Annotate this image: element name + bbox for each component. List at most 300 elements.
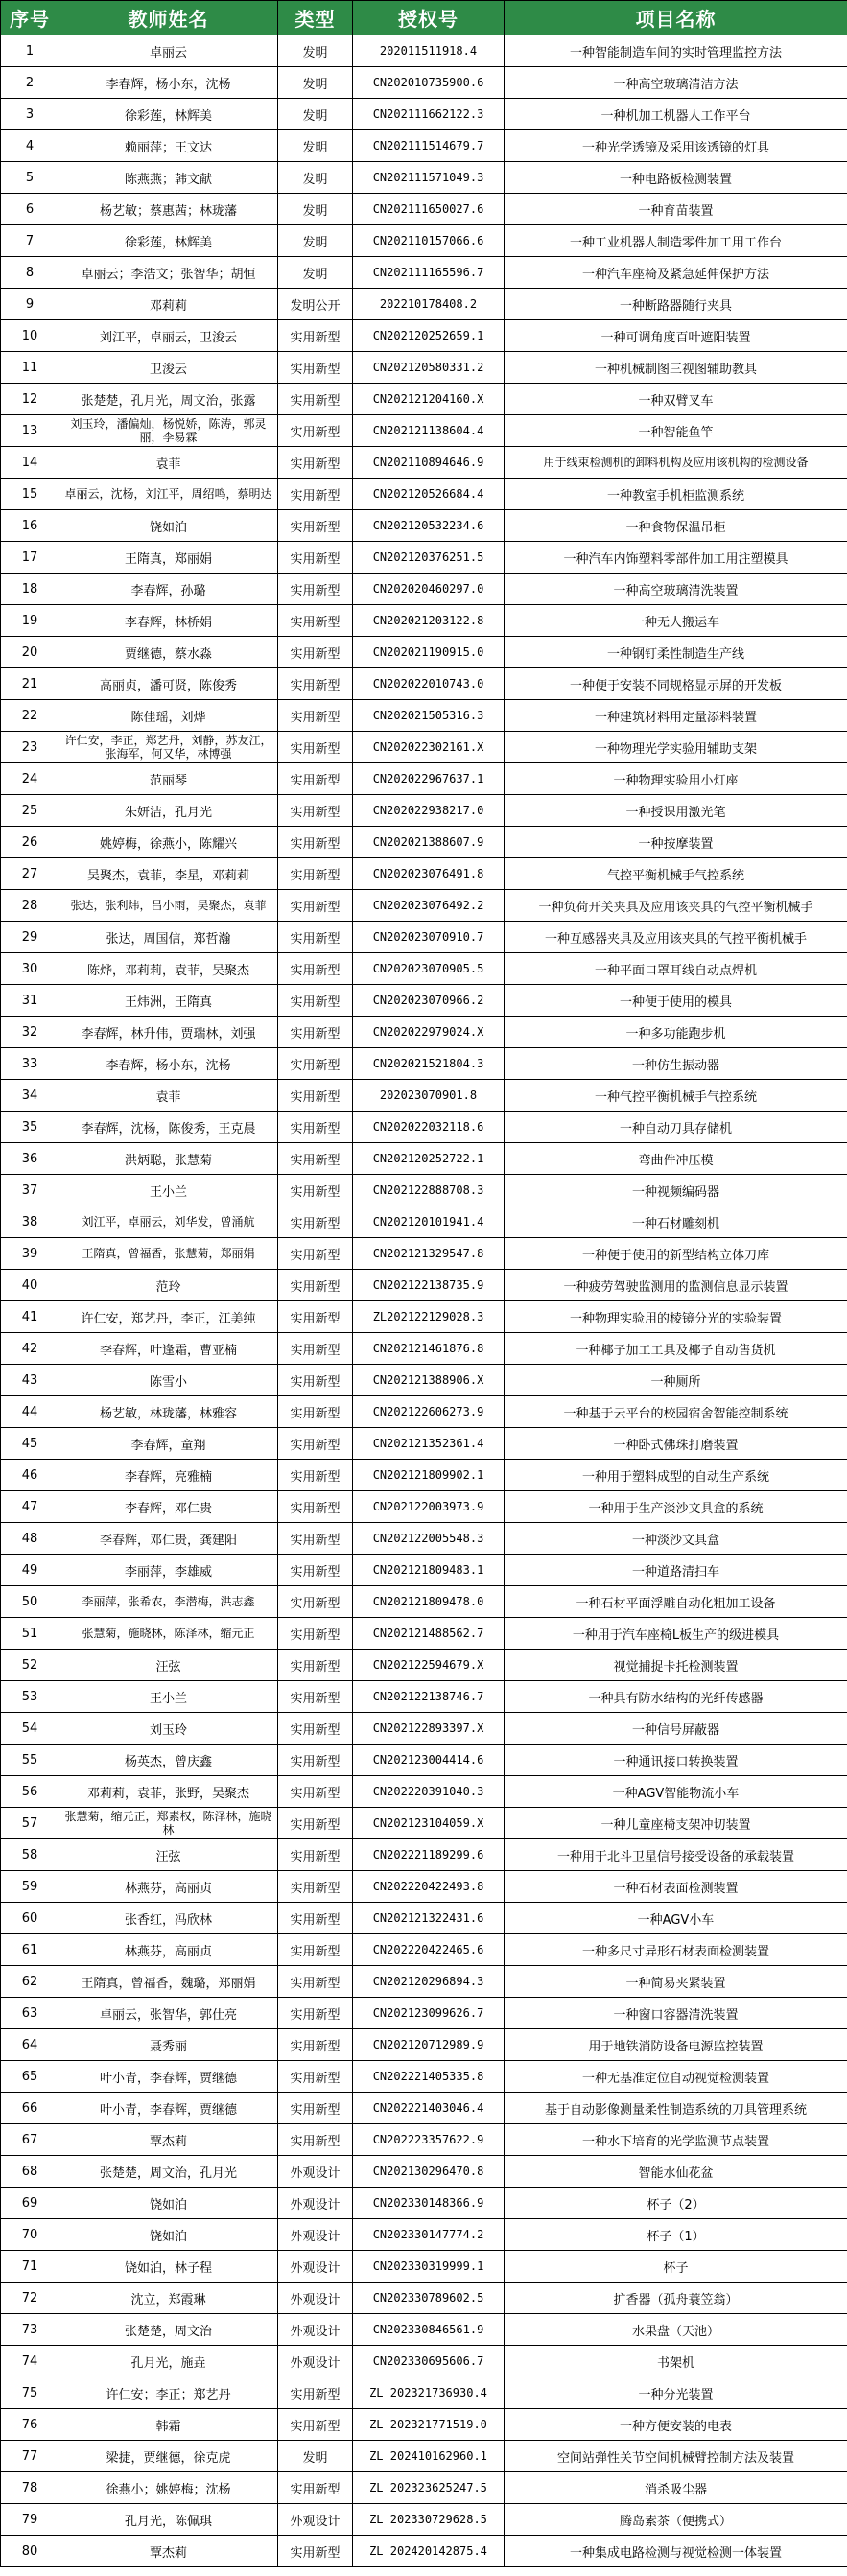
table-row xyxy=(1,2283,847,2314)
cell-type: 实用新型 xyxy=(278,732,353,763)
cell-authorization-number: CN202121809478.0 xyxy=(353,1586,505,1618)
table-row xyxy=(1,1301,847,1333)
cell-index: 4 xyxy=(1,130,59,162)
cell-authorization-number: CN202022032118.6 xyxy=(353,1112,505,1143)
table-row xyxy=(1,1017,847,1048)
table-row xyxy=(1,1333,847,1365)
cell-type: 实用新型 xyxy=(278,1871,353,1903)
cell-index: 8 xyxy=(1,257,59,289)
cell-index: 77 xyxy=(1,2441,59,2472)
cell-teacher-name: 范丽琴 xyxy=(59,763,278,795)
cell-authorization-number: CN202110157066.6 xyxy=(353,225,505,257)
table-row xyxy=(1,447,847,479)
table-row xyxy=(1,574,847,605)
cell-index: 17 xyxy=(1,542,59,574)
cell-type: 实用新型 xyxy=(278,479,353,510)
table-row xyxy=(1,35,847,67)
cell-authorization-number: CN202122888708.3 xyxy=(353,1175,505,1206)
cell-type: 实用新型 xyxy=(278,2124,353,2156)
cell-teacher-name: 徐彩莲，林辉美 xyxy=(59,99,278,130)
cell-project-name: 一种食物保温吊柜 xyxy=(505,510,847,542)
cell-authorization-number: CN202121329547.8 xyxy=(353,1238,505,1270)
cell-teacher-name: 覃杰莉 xyxy=(59,2124,278,2156)
table-row xyxy=(1,858,847,890)
cell-type: 实用新型 xyxy=(278,1048,353,1080)
cell-type: 实用新型 xyxy=(278,1618,353,1650)
cell-index: 53 xyxy=(1,1681,59,1713)
cell-type: 实用新型 xyxy=(278,1428,353,1460)
table-row xyxy=(1,2346,847,2377)
cell-project-name: 一种用于北斗卫星信号接受设备的承载装置 xyxy=(505,1839,847,1871)
cell-authorization-number: CN202123099626.7 xyxy=(353,1998,505,2029)
table-row xyxy=(1,1776,847,1808)
cell-project-name: 一种按摩装置 xyxy=(505,827,847,858)
cell-authorization-number: CN202010735900.6 xyxy=(353,67,505,99)
cell-type: 实用新型 xyxy=(278,1017,353,1048)
cell-type: 外观设计 xyxy=(278,2346,353,2377)
cell-index: 23 xyxy=(1,732,59,763)
cell-type: 实用新型 xyxy=(278,953,353,985)
cell-authorization-number: CN202221189299.6 xyxy=(353,1839,505,1871)
cell-index: 39 xyxy=(1,1238,59,1270)
cell-authorization-number: CN202021388607.9 xyxy=(353,827,505,858)
cell-project-name: 一种物理实验用的棱镜分光的实验装置 xyxy=(505,1301,847,1333)
cell-index: 70 xyxy=(1,2219,59,2251)
cell-authorization-number: CN202121809902.1 xyxy=(353,1460,505,1491)
table-row xyxy=(1,1745,847,1776)
cell-project-name: 杯子 xyxy=(505,2251,847,2283)
cell-teacher-name: 高丽贞，潘可贤，陈俊秀 xyxy=(59,668,278,700)
cell-project-name: 一种分光装置 xyxy=(505,2377,847,2409)
cell-project-name: 用于地铁消防设备电源监控装置 xyxy=(505,2029,847,2061)
cell-authorization-number: ZL202122129028.3 xyxy=(353,1301,505,1333)
cell-teacher-name: 王小兰 xyxy=(59,1175,278,1206)
cell-type: 实用新型 xyxy=(278,415,353,447)
cell-project-name: 一种多功能跑步机 xyxy=(505,1017,847,1048)
table-row xyxy=(1,1713,847,1745)
cell-type: 外观设计 xyxy=(278,2219,353,2251)
table-row xyxy=(1,1555,847,1586)
cell-project-name: 一种互感器夹具及应用该夹具的气控平衡机械手 xyxy=(505,922,847,953)
table-row xyxy=(1,795,847,827)
cell-type: 发明公开 xyxy=(278,289,353,320)
cell-teacher-name: 李春辉，亮雅楠 xyxy=(59,1460,278,1491)
cell-index: 6 xyxy=(1,194,59,225)
table-row xyxy=(1,479,847,510)
cell-teacher-name: 刘玉玲 xyxy=(59,1713,278,1745)
cell-type: 实用新型 xyxy=(278,1808,353,1839)
cell-index: 60 xyxy=(1,1903,59,1934)
cell-teacher-name: 许仁安；李正；郑艺丹 xyxy=(59,2377,278,2409)
cell-authorization-number: CN202121204160.X xyxy=(353,384,505,415)
cell-teacher-name: 张慧菊，缩元正，郑素权，陈泽林，施晓林 xyxy=(59,1808,278,1839)
table-row xyxy=(1,510,847,542)
cell-project-name: 一种便于安装不同规格显示屏的开发板 xyxy=(505,668,847,700)
cell-project-name: 一种石材雕刻机 xyxy=(505,1206,847,1238)
cell-authorization-number: CN202120532234.6 xyxy=(353,510,505,542)
cell-authorization-number: CN202110894646.9 xyxy=(353,447,505,479)
cell-index: 52 xyxy=(1,1650,59,1681)
table-row xyxy=(1,2314,847,2346)
cell-project-name: 一种用于汽车座椅L板生产的级进模具 xyxy=(505,1618,847,1650)
cell-type: 实用新型 xyxy=(278,1365,353,1396)
cell-authorization-number: CN202122893397.X xyxy=(353,1713,505,1745)
cell-teacher-name: 卓丽云；李浩文；张智华；胡恒 xyxy=(59,257,278,289)
cell-type: 实用新型 xyxy=(278,827,353,858)
cell-index: 38 xyxy=(1,1206,59,1238)
cell-authorization-number: CN202111165596.7 xyxy=(353,257,505,289)
table-row xyxy=(1,1998,847,2029)
table-row xyxy=(1,827,847,858)
cell-type: 实用新型 xyxy=(278,1681,353,1713)
cell-authorization-number: CN202122005548.3 xyxy=(353,1523,505,1555)
table-row xyxy=(1,1080,847,1112)
cell-project-name: 水果盘（天池） xyxy=(505,2314,847,2346)
cell-project-name: 一种平面口罩耳线自动点焊机 xyxy=(505,953,847,985)
cell-index: 9 xyxy=(1,289,59,320)
cell-type: 实用新型 xyxy=(278,1903,353,1934)
table-row xyxy=(1,1966,847,1998)
table-row xyxy=(1,1238,847,1270)
cell-index: 13 xyxy=(1,415,59,447)
cell-type: 发明 xyxy=(278,99,353,130)
cell-index: 20 xyxy=(1,637,59,668)
cell-type: 实用新型 xyxy=(278,763,353,795)
cell-project-name: 一种断路器随行夹具 xyxy=(505,289,847,320)
cell-project-name: 扩香器（孤舟蓑笠翁） xyxy=(505,2283,847,2314)
table-row xyxy=(1,289,847,320)
cell-teacher-name: 张楚楚，孔月光，周文治，张露 xyxy=(59,384,278,415)
cell-teacher-name: 李春辉，叶逢霜，曹亚楠 xyxy=(59,1333,278,1365)
cell-teacher-name: 李春辉，童翔 xyxy=(59,1428,278,1460)
cell-project-name: 视觉捕捉卡托检测装置 xyxy=(505,1650,847,1681)
cell-teacher-name: 朱妍洁，孔月光 xyxy=(59,795,278,827)
cell-index: 62 xyxy=(1,1966,59,1998)
cell-type: 实用新型 xyxy=(278,1555,353,1586)
cell-teacher-name: 杨艺敏；蔡惠茜；林珑藩 xyxy=(59,194,278,225)
table-row xyxy=(1,1618,847,1650)
table-row xyxy=(1,1428,847,1460)
table-row xyxy=(1,2124,847,2156)
cell-teacher-name: 李丽萍，张希农，李潜梅，洪志鑫 xyxy=(59,1586,278,1618)
cell-project-name: 用于线束检测机的卸料机构及应用该机构的检测设备 xyxy=(505,447,847,479)
cell-project-name: 一种儿童座椅支架冲切装置 xyxy=(505,1808,847,1839)
cell-teacher-name: 王隋真，郑丽娟 xyxy=(59,542,278,574)
cell-authorization-number: CN202330147774.2 xyxy=(353,2219,505,2251)
cell-index: 11 xyxy=(1,352,59,384)
cell-type: 实用新型 xyxy=(278,1143,353,1175)
cell-type: 实用新型 xyxy=(278,637,353,668)
cell-authorization-number: CN202023070966.2 xyxy=(353,985,505,1017)
cell-teacher-name: 贾继德，蔡水淼 xyxy=(59,637,278,668)
table-row xyxy=(1,352,847,384)
cell-authorization-number: CN202021203122.8 xyxy=(353,605,505,637)
table-row xyxy=(1,2061,847,2093)
cell-authorization-number: CN202123004414.6 xyxy=(353,1745,505,1776)
cell-type: 实用新型 xyxy=(278,352,353,384)
cell-type: 实用新型 xyxy=(278,795,353,827)
cell-project-name: 一种仿生振动器 xyxy=(505,1048,847,1080)
cell-teacher-name: 杨艺敏，林珑藩，林雅容 xyxy=(59,1396,278,1428)
table-row xyxy=(1,985,847,1017)
cell-teacher-name: 陈佳瑶，刘烨 xyxy=(59,700,278,732)
table-row xyxy=(1,1871,847,1903)
cell-teacher-name: 沈立，郑霞琳 xyxy=(59,2283,278,2314)
header-type: 类型 xyxy=(278,1,353,35)
table-row xyxy=(1,162,847,194)
table-row xyxy=(1,130,847,162)
cell-index: 76 xyxy=(1,2409,59,2441)
cell-teacher-name: 李春辉，杨小东，沈杨 xyxy=(59,67,278,99)
cell-teacher-name: 许仁安，郑艺丹，李正，江美纯 xyxy=(59,1301,278,1333)
cell-authorization-number: ZL 202323625247.5 xyxy=(353,2472,505,2504)
cell-authorization-number: CN202021521804.3 xyxy=(353,1048,505,1080)
cell-type: 实用新型 xyxy=(278,922,353,953)
cell-teacher-name: 王隋真，曾福香，魏璐，郑丽娟 xyxy=(59,1966,278,1998)
cell-teacher-name: 李春辉，邓仁贵，龚建阳 xyxy=(59,1523,278,1555)
cell-teacher-name: 张慧菊，施晓林，陈泽林，缩元正 xyxy=(59,1618,278,1650)
cell-index: 56 xyxy=(1,1776,59,1808)
cell-project-name: 一种汽车座椅及紧急延伸保护方法 xyxy=(505,257,847,289)
cell-type: 发明 xyxy=(278,257,353,289)
cell-index: 74 xyxy=(1,2346,59,2377)
cell-type: 发明 xyxy=(278,194,353,225)
cell-index: 58 xyxy=(1,1839,59,1871)
cell-index: 69 xyxy=(1,2188,59,2219)
cell-type: 实用新型 xyxy=(278,1270,353,1301)
cell-index: 5 xyxy=(1,162,59,194)
cell-teacher-name: 李春辉，邓仁贵 xyxy=(59,1491,278,1523)
cell-type: 实用新型 xyxy=(278,1966,353,1998)
table-row xyxy=(1,99,847,130)
cell-authorization-number: CN202220422465.6 xyxy=(353,1934,505,1966)
cell-teacher-name: 陈雪小 xyxy=(59,1365,278,1396)
cell-project-name: 一种椰子加工工具及椰子自动售货机 xyxy=(505,1333,847,1365)
cell-teacher-name: 张达，张利炜，吕小雨，吴聚杰，袁菲 xyxy=(59,890,278,922)
cell-teacher-name: 李春辉，林桥娟 xyxy=(59,605,278,637)
cell-project-name: 书架机 xyxy=(505,2346,847,2377)
cell-index: 72 xyxy=(1,2283,59,2314)
cell-project-name: 一种窗口容器清洗装置 xyxy=(505,1998,847,2029)
cell-authorization-number: CN202120712989.9 xyxy=(353,2029,505,2061)
cell-type: 实用新型 xyxy=(278,1460,353,1491)
cell-authorization-number: CN202123104059.X xyxy=(353,1808,505,1839)
cell-authorization-number: CN202220391040.3 xyxy=(353,1776,505,1808)
cell-project-name: 一种方便安装的电表 xyxy=(505,2409,847,2441)
cell-type: 实用新型 xyxy=(278,1776,353,1808)
table-row xyxy=(1,2504,847,2536)
cell-index: 42 xyxy=(1,1333,59,1365)
cell-project-name: 一种可调角度百叶遮阳装置 xyxy=(505,320,847,352)
cell-teacher-name: 覃杰莉 xyxy=(59,2536,278,2567)
cell-project-name: 一种智能鱼竿 xyxy=(505,415,847,447)
cell-project-name: 一种智能制造车间的实时管理监控方法 xyxy=(505,35,847,67)
cell-authorization-number: CN202330148366.9 xyxy=(353,2188,505,2219)
cell-authorization-number: CN202111571049.3 xyxy=(353,162,505,194)
cell-index: 29 xyxy=(1,922,59,953)
table-row xyxy=(1,1839,847,1871)
cell-index: 68 xyxy=(1,2156,59,2188)
cell-teacher-name: 徐燕小；姚婷梅；沈杨 xyxy=(59,2472,278,2504)
cell-authorization-number: CN202121138604.4 xyxy=(353,415,505,447)
table-row xyxy=(1,2219,847,2251)
table-row xyxy=(1,2156,847,2188)
cell-type: 实用新型 xyxy=(278,1839,353,1871)
cell-authorization-number: CN202330695606.7 xyxy=(353,2346,505,2377)
cell-project-name: 一种便于使用的新型结构立体刀库 xyxy=(505,1238,847,1270)
cell-index: 22 xyxy=(1,700,59,732)
cell-type: 实用新型 xyxy=(278,1396,353,1428)
header-project-name: 项目名称 xyxy=(505,1,847,35)
cell-teacher-name: 梁捷，贾继德，徐克虎 xyxy=(59,2441,278,2472)
cell-type: 实用新型 xyxy=(278,1238,353,1270)
cell-authorization-number: CN202122594679.X xyxy=(353,1650,505,1681)
cell-type: 发明 xyxy=(278,162,353,194)
table-row xyxy=(1,2093,847,2124)
cell-project-name: 一种集成电路检测与视觉检测一体装置 xyxy=(505,2536,847,2567)
table-row xyxy=(1,2441,847,2472)
cell-index: 12 xyxy=(1,384,59,415)
cell-teacher-name: 汪弦 xyxy=(59,1839,278,1871)
cell-project-name: 一种双臂叉车 xyxy=(505,384,847,415)
cell-index: 31 xyxy=(1,985,59,1017)
cell-project-name: 一种便于使用的模具 xyxy=(505,985,847,1017)
cell-index: 80 xyxy=(1,2536,59,2567)
cell-authorization-number: CN202023070905.5 xyxy=(353,953,505,985)
cell-authorization-number: CN202221405335.8 xyxy=(353,2061,505,2093)
cell-teacher-name: 张达，周国信，郑哲瀚 xyxy=(59,922,278,953)
cell-type: 实用新型 xyxy=(278,1175,353,1206)
cell-teacher-name: 陈燕燕；韩文献 xyxy=(59,162,278,194)
cell-authorization-number: CN202330319999.1 xyxy=(353,2251,505,2283)
cell-authorization-number: ZL 202321771519.0 xyxy=(353,2409,505,2441)
cell-type: 外观设计 xyxy=(278,2188,353,2219)
cell-project-name: 一种用于塑料成型的自动生产系统 xyxy=(505,1460,847,1491)
table-row xyxy=(1,194,847,225)
cell-index: 37 xyxy=(1,1175,59,1206)
cell-index: 10 xyxy=(1,320,59,352)
cell-teacher-name: 邓莉莉 xyxy=(59,289,278,320)
cell-type: 发明 xyxy=(278,67,353,99)
cell-type: 实用新型 xyxy=(278,1650,353,1681)
cell-teacher-name: 聂秀丽 xyxy=(59,2029,278,2061)
cell-authorization-number: CN202022967637.1 xyxy=(353,763,505,795)
cell-type: 实用新型 xyxy=(278,2029,353,2061)
cell-index: 21 xyxy=(1,668,59,700)
cell-type: 实用新型 xyxy=(278,1301,353,1333)
header-row xyxy=(1,1,847,35)
cell-teacher-name: 孔月光，陈佩琪 xyxy=(59,2504,278,2536)
cell-authorization-number: CN202130296470.8 xyxy=(353,2156,505,2188)
cell-teacher-name: 李春辉，孙璐 xyxy=(59,574,278,605)
cell-project-name: 一种多尺寸异形石材表面检测装置 xyxy=(505,1934,847,1966)
cell-teacher-name: 汪弦 xyxy=(59,1650,278,1681)
table-row xyxy=(1,67,847,99)
cell-teacher-name: 刘玉玲，潘偏灿，杨悦娇，陈涛，郭灵丽，李易霖 xyxy=(59,415,278,447)
cell-index: 49 xyxy=(1,1555,59,1586)
cell-type: 外观设计 xyxy=(278,2251,353,2283)
cell-project-name: 腾岛素茶（便携式） xyxy=(505,2504,847,2536)
cell-type: 实用新型 xyxy=(278,700,353,732)
cell-index: 50 xyxy=(1,1586,59,1618)
cell-authorization-number: CN202111514679.7 xyxy=(353,130,505,162)
cell-project-name: 一种厕所 xyxy=(505,1365,847,1396)
table-row xyxy=(1,1112,847,1143)
cell-authorization-number: CN202122003973.9 xyxy=(353,1491,505,1523)
table-row xyxy=(1,320,847,352)
cell-index: 3 xyxy=(1,99,59,130)
cell-authorization-number: CN202122138746.7 xyxy=(353,1681,505,1713)
cell-teacher-name: 李春辉，林升伟，贾瑞林，刘强 xyxy=(59,1017,278,1048)
cell-teacher-name: 王隋真，曾福香，张慧菊，郑丽娟 xyxy=(59,1238,278,1270)
cell-type: 实用新型 xyxy=(278,985,353,1017)
cell-authorization-number: ZL 202330729628.5 xyxy=(353,2504,505,2536)
cell-teacher-name: 张楚楚，周文治 xyxy=(59,2314,278,2346)
cell-project-name: 一种无人搬运车 xyxy=(505,605,847,637)
table-row xyxy=(1,415,847,447)
cell-teacher-name: 袁菲 xyxy=(59,447,278,479)
cell-project-name: 一种汽车内饰塑料零部件加工用注塑模具 xyxy=(505,542,847,574)
cell-project-name: 一种高空玻璃清洗装置 xyxy=(505,574,847,605)
cell-index: 32 xyxy=(1,1017,59,1048)
cell-type: 实用新型 xyxy=(278,1998,353,2029)
cell-teacher-name: 王小兰 xyxy=(59,1681,278,1713)
cell-project-name: 消杀吸尘器 xyxy=(505,2472,847,2504)
cell-authorization-number: CN202120526684.4 xyxy=(353,479,505,510)
table-row xyxy=(1,542,847,574)
cell-teacher-name: 卓丽云，沈杨，刘江平，周绍鸣，蔡明达 xyxy=(59,479,278,510)
cell-teacher-name: 邓莉莉，袁菲，张野，吴聚杰 xyxy=(59,1776,278,1808)
cell-type: 实用新型 xyxy=(278,1586,353,1618)
cell-type: 实用新型 xyxy=(278,2377,353,2409)
table-row xyxy=(1,890,847,922)
cell-project-name: 一种视频编码器 xyxy=(505,1175,847,1206)
cell-authorization-number: CN202223357622.9 xyxy=(353,2124,505,2156)
cell-index: 43 xyxy=(1,1365,59,1396)
cell-authorization-number: 202023070901.8 xyxy=(353,1080,505,1112)
cell-type: 实用新型 xyxy=(278,574,353,605)
cell-index: 75 xyxy=(1,2377,59,2409)
cell-teacher-name: 吴聚杰，袁菲，李星，邓莉莉 xyxy=(59,858,278,890)
cell-project-name: 智能水仙花盆 xyxy=(505,2156,847,2188)
table-row xyxy=(1,2377,847,2409)
cell-authorization-number: ZL 202410162960.1 xyxy=(353,2441,505,2472)
cell-project-name: 一种无基准定位自动视觉检测装置 xyxy=(505,2061,847,2093)
cell-index: 71 xyxy=(1,2251,59,2283)
cell-index: 26 xyxy=(1,827,59,858)
cell-project-name: 一种物理实验用小灯座 xyxy=(505,763,847,795)
cell-type: 外观设计 xyxy=(278,2156,353,2188)
table-row xyxy=(1,1808,847,1839)
cell-type: 实用新型 xyxy=(278,2536,353,2567)
cell-index: 7 xyxy=(1,225,59,257)
cell-teacher-name: 张楚楚，周文治，孔月光 xyxy=(59,2156,278,2188)
cell-index: 61 xyxy=(1,1934,59,1966)
cell-teacher-name: 饶如泊 xyxy=(59,2219,278,2251)
table-row xyxy=(1,637,847,668)
cell-type: 外观设计 xyxy=(278,2314,353,2346)
table-row xyxy=(1,225,847,257)
cell-authorization-number: CN202111650027.6 xyxy=(353,194,505,225)
header-authorization-number: 授权号 xyxy=(353,1,505,35)
cell-index: 63 xyxy=(1,1998,59,2029)
cell-project-name: 气控平衡机械手气控系统 xyxy=(505,858,847,890)
cell-teacher-name: 徐彩莲，林辉美 xyxy=(59,225,278,257)
table-row xyxy=(1,1143,847,1175)
cell-project-name: 一种工业机器人制造零件加工用工作台 xyxy=(505,225,847,257)
cell-authorization-number: CN202121488562.7 xyxy=(353,1618,505,1650)
cell-index: 67 xyxy=(1,2124,59,2156)
